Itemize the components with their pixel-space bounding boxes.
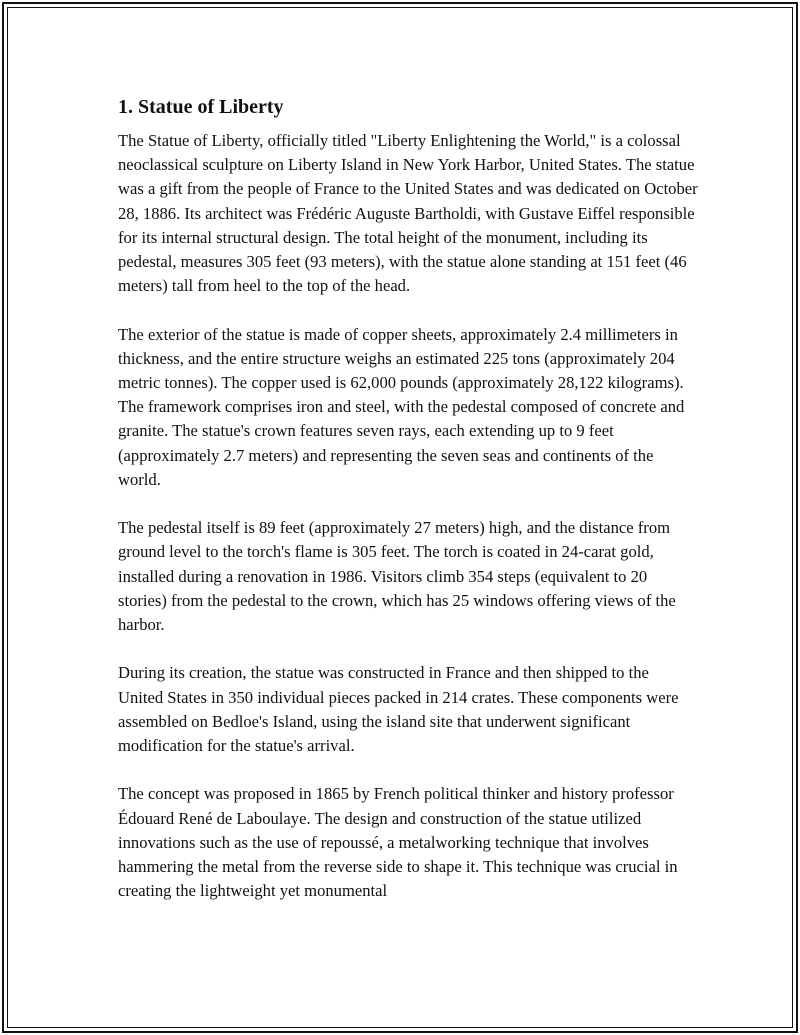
paragraph-4: During its creation, the statue was constructed in France and then shipped to the United States in 350 individual pieces packed in 214 crates. These components were assembled on Bedloe's Island, using the island site that underwent significant modification for the statue's arrival. xyxy=(118,663,679,756)
document-body xyxy=(118,94,698,928)
section-heading: 1. Statue of Liberty xyxy=(118,96,284,118)
paragraph-1: The Statue of Liberty, officially titled "Liberty Enlightening the World," is a colossal neoclassical sculpture on Liberty Island in New York Harbor, United States. The statue was a gift from the people of France to the United States and was dedicated on October 28, 1886. Its architect was Frédéric Auguste Bartholdi, with Gustave Eiffel responsible for its internal structural design. The total height of the monument, including its pedestal, measures 305 feet (93 meters), with the statue alone standing at 151 feet (46 meters) tall from heel to the top of the head. xyxy=(118,131,698,296)
paragraph-3: The pedestal itself is 89 feet (approximately 27 meters) high, and the distance from ground level to the torch's flame is 305 feet. The torch is coated in 24-carat gold, installed during a renovation in 1986. Visitors climb 354 steps (equivalent to 20 stories) from the pedestal to the crown, which has 25 windows offering views of the harbor. xyxy=(118,518,676,635)
paragraph-2: The exterior of the statue is made of copper sheets, approximately 2.4 millimeters in thickness, and the entire structure weighs an estimated 225 tons (approximately 204 metric tonnes). The copper used is 62,000 pounds (approximately 28,122 kilograms). The framework comprises iron and steel, with the pedestal composed of concrete and granite. The statue's crown features seven rays, each extending up to 9 feet (approximately 2.7 meters) and representing the seven seas and continents of the world. xyxy=(118,324,685,489)
paragraph-5: The concept was proposed in 1865 by French political thinker and history professor Édouard René de Laboulaye. The design and construction of the statue utilized innovations such as the use of repoussé, a metalworking technique that involves hammering the metal from the reverse side to shape it. This technique was crucial in creating the lightweight yet monumental xyxy=(118,784,678,901)
